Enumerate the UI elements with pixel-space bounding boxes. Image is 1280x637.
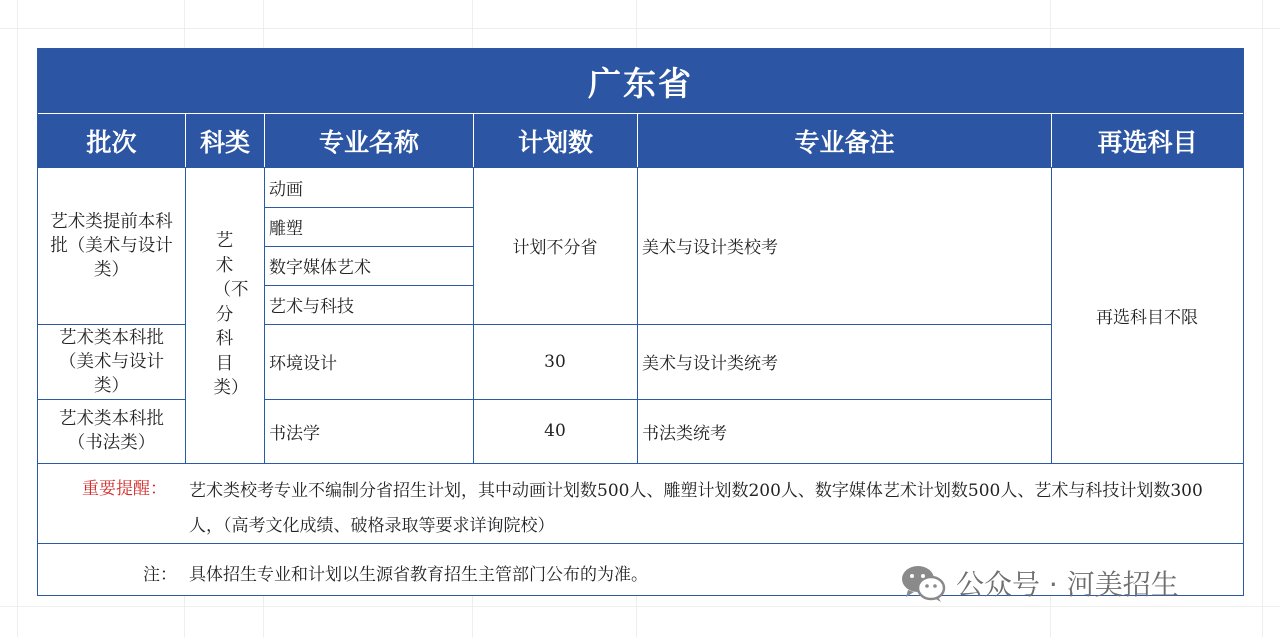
watermark-text: 公众号 · 河美招生 [956,568,1179,601]
header-category: 科类 [185,114,264,168]
header-major: 专业名称 [264,114,473,168]
header-batch: 批次 [86,128,137,157]
category-cell: 艺术（不分科目类） [213,231,249,399]
admission-table [37,48,1244,596]
header-reselect: 再选科目 [1051,114,1243,168]
batch-calligraphy: 艺术类本科批（书法类） [59,409,164,453]
table-title: 广东省 [38,49,1243,113]
major-sculpture: 雕塑 [269,219,303,239]
important-note-label: 重要提醒： [82,479,167,499]
batch-early-art-design: 艺术类提前本科批（美术与设计类） [50,211,173,280]
plan-calligraphy: 40 [544,421,566,441]
plan-environment: 30 [544,351,566,372]
reselect-cell: 再选科目不限 [1096,307,1198,328]
footnote [143,560,648,585]
footnote-text: 具体招生专业和计划以生源省教育招生主管部门公布的为准。 [189,565,648,585]
batch-art-design: 艺术类本科批（美术与设计类） [59,327,164,396]
remark-calligraphy: 书法类统考 [642,423,727,444]
header-remark: 专业备注 [637,114,1051,168]
major-environment-design: 环境设计 [269,354,337,374]
important-note-text: 艺术类校考专业不编制分省招生计划，其中动画计划数500人、雕塑计划数200人、数字媒体艺术计划数500人、艺术与科技计划数300人，（高考文化成绩、破格录取等要求详询院校） [189,481,1203,536]
remark-environment: 美术与设计类统考 [642,354,778,374]
header-row [38,113,1243,168]
remark-early: 美术与设计类校考 [642,238,778,258]
important-note [38,463,1243,543]
major-art-tech: 艺术与科技 [269,297,354,317]
major-animation: 动画 [269,179,303,200]
header-plan: 计划数 [473,114,637,168]
major-digital-media: 数字媒体艺术 [269,258,371,278]
wechat-icon [900,563,946,603]
major-calligraphy: 书法学 [269,423,320,444]
plan-early: 计划不分省 [512,238,598,258]
footnote-label: 注： [143,565,177,585]
watermark [900,563,1179,603]
